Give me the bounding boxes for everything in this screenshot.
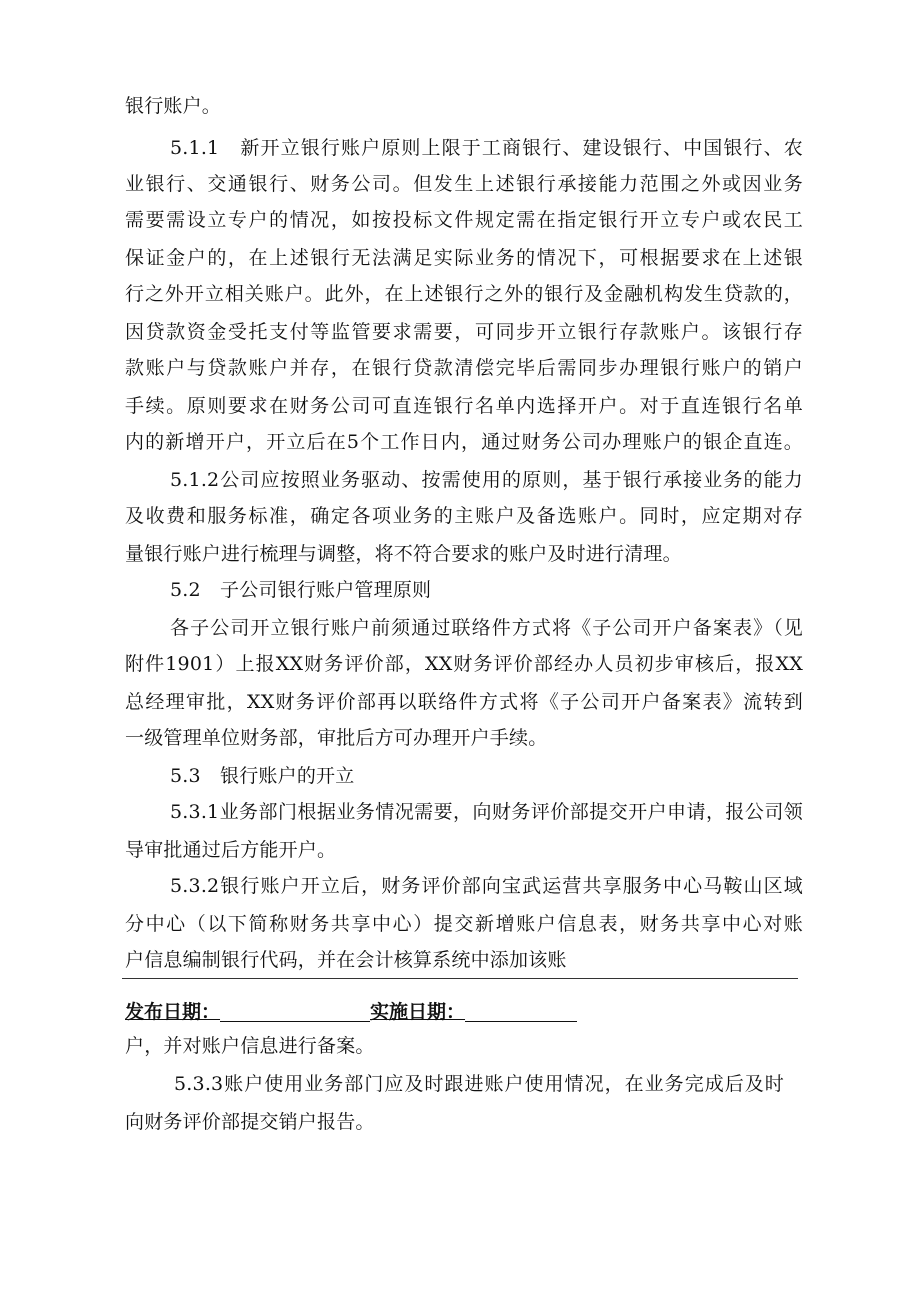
text-line: 5.1.2公司应按照业务驱动、按需使用的原则，基于银行承接业务的能力 [170, 469, 803, 491]
text-line: 附件1901）上报XX财务评价部，XX财务评价部经办人员初步审核后，报XX [125, 653, 803, 675]
text-line: 银行账户。 [125, 95, 222, 117]
text-line: 向财务评价部提交销户报告。 [125, 1111, 375, 1133]
text-line: 手续。原则要求在财务公司可直连银行名单内选择开户。对于直连银行名单 [125, 395, 803, 417]
text-line: 需要需设立专户的情况，如按投标文件规定需在指定银行开立专户或农民工 [125, 209, 803, 231]
text-line: 因贷款资金受托支付等监管要求需要，可同步开立银行存款账户。该银行存 [125, 321, 803, 343]
publish-date-blank [220, 1003, 370, 1022]
text-line: 内的新增开户，开立后在5个工作日内，通过财务公司办理账户的银企直连。 [125, 431, 803, 453]
footer-divider [122, 978, 798, 979]
text-line: 户信息编制银行代码，并在会计核算系统中添加该账 [125, 949, 567, 971]
section-heading: 5.2 子公司银行账户管理原则 [170, 579, 432, 601]
text-line: 5.3.2银行账户开立后，财务评价部向宝武运营共享服务中心马鞍山区域 [170, 875, 803, 897]
text-line: 户，并对账户信息进行备案。 [125, 1035, 375, 1057]
text-line: 款账户与贷款账户并存，在银行贷款清偿完毕后需同步办理银行账户的销户 [125, 357, 803, 379]
implement-date-blank [465, 1003, 577, 1022]
text-line: 5.1.1 新开立银行账户原则上限于工商银行、建设银行、中国银行、农 [170, 137, 803, 159]
text-line: 导审批通过后方能开户。 [125, 839, 337, 861]
text-line: 各子公司开立银行账户前须通过联络件方式将《子公司开户备案表》（见 [170, 617, 803, 639]
text-line: 总经理审批，XX财务评价部再以联络件方式将《子公司开户备案表》流转到 [125, 691, 803, 713]
text-line: 行之外开立相关账户。此外，在上述银行之外的银行及金融机构发生贷款的， [125, 283, 803, 305]
text-line: 一级管理单位财务部，审批后方可办理开户手续。 [125, 727, 548, 749]
text-line: 保证金户的，在上述银行无法满足实际业务的情况下，可根据要求在上述银 [125, 247, 803, 269]
text-line: 量银行账户进行梳理与调整，将不符合要求的账户及时进行清理。 [125, 543, 682, 565]
text-line: 业银行、交通银行、财务公司。但发生上述银行承接能力范围之外或因业务 [125, 173, 803, 195]
section-heading: 5.3 银行账户的开立 [170, 765, 355, 787]
text-line: 及收费和服务标准，确定各项业务的主账户及备选账户。同时，应定期对存 [125, 505, 803, 527]
text-line: 5.3.1业务部门根据业务情况需要，向财务评价部提交开户申请，报公司领 [170, 801, 803, 823]
footer-dates [125, 1000, 577, 1024]
text-line: 分中心（以下简称财务共享中心）提交新增账户信息表，财务共享中心对账 [125, 913, 803, 935]
publish-date-label: 发布日期： [125, 1001, 221, 1023]
text-line: 5.3.3账户使用业务部门应及时跟进账户使用情况，在业务完成后及时 [174, 1073, 784, 1095]
implement-date-label: 实施日期： [370, 1001, 466, 1023]
